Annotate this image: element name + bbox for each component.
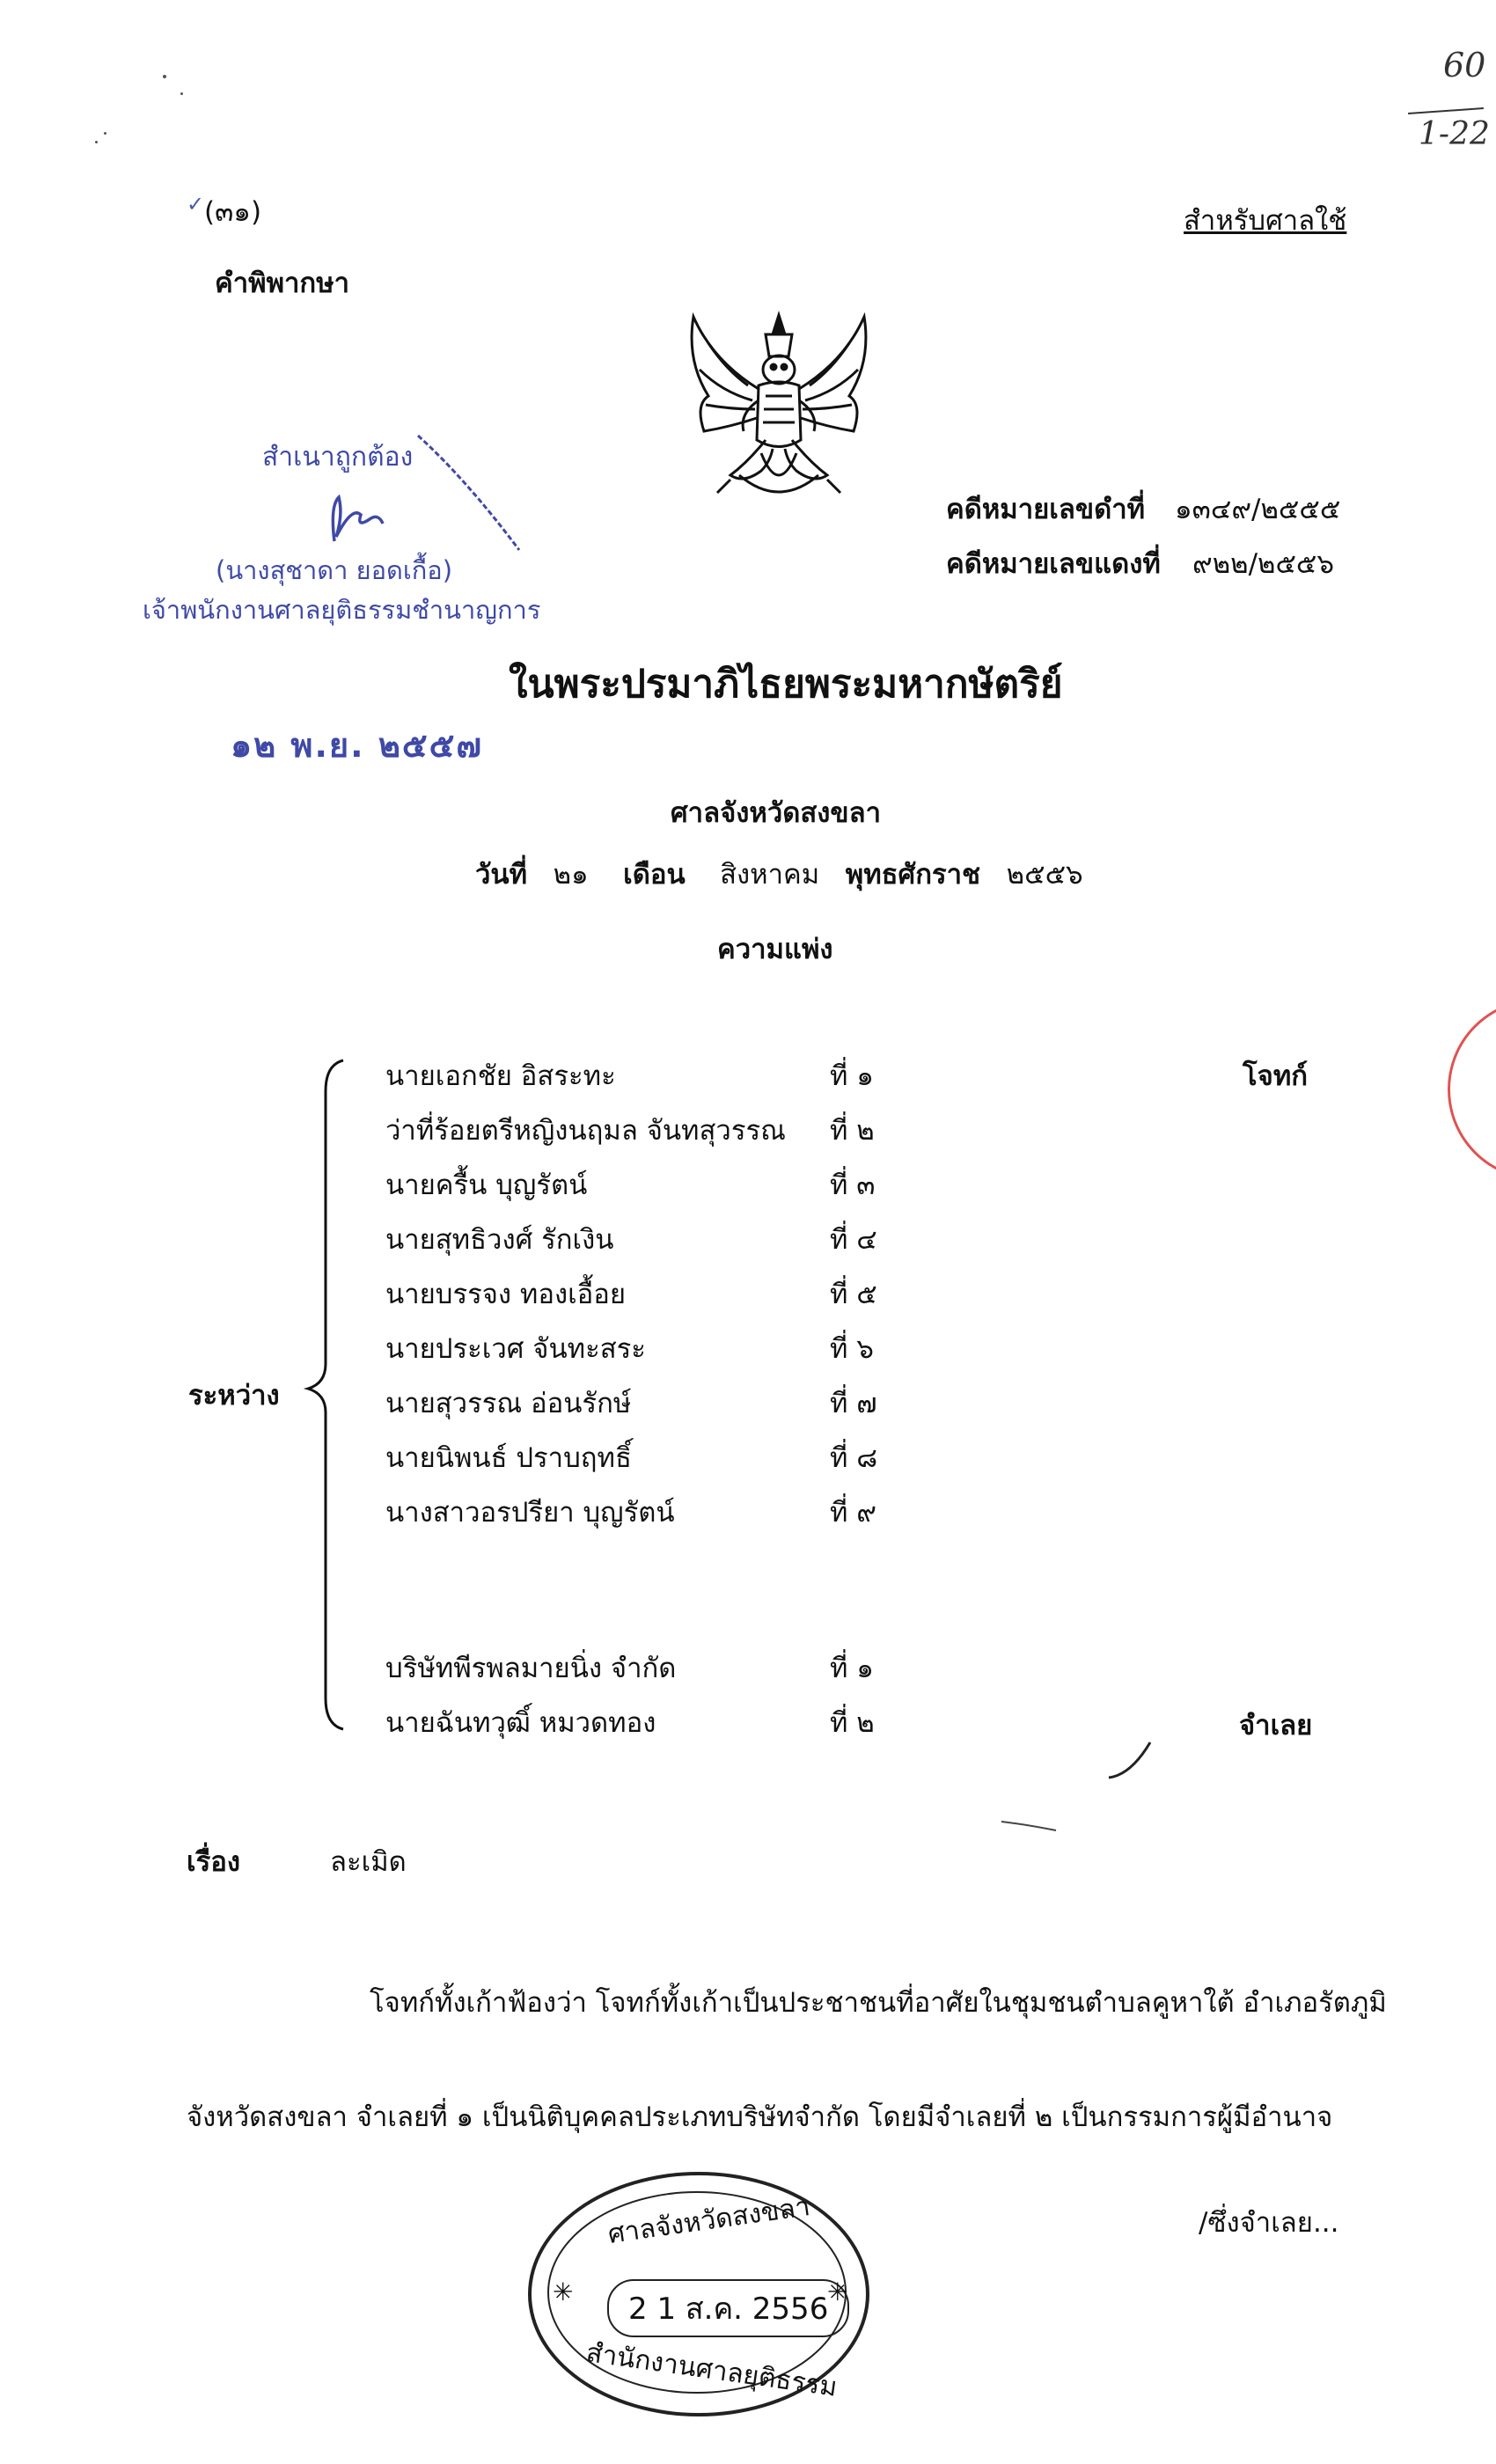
court-stamp-top-text: ศาลจังหวัดสงขลา xyxy=(605,2191,812,2250)
certified-stamp-name: (นางสุชาดา ยอดเกื้อ) xyxy=(216,555,453,585)
day-value: ๒๑ xyxy=(553,859,589,891)
form-code-mark: ✓ xyxy=(187,192,205,216)
plaintiff-name: นายบรรจง ทองเอื้อย xyxy=(385,1279,627,1310)
year-value: ๒๕๕๖ xyxy=(1006,859,1083,891)
month-label: เดือน xyxy=(623,859,686,891)
plaintiff-name: นายสุทธิวงศ์ รักเงิน xyxy=(385,1224,614,1256)
court-stamp-date: 2 1 ส.ค. 2556 xyxy=(607,2279,849,2337)
defendant-number: ที่ ๑ xyxy=(830,1653,874,1684)
red-case-label: คดีหมายเลขแดงที่ xyxy=(946,548,1161,580)
court-stamp-bottom-text: สำนักงานศาลยุติธรรม xyxy=(583,2337,840,2403)
court-stamp-star-left: ✳ xyxy=(553,2277,574,2306)
court-stamp-star-right: ✳ xyxy=(827,2277,848,2306)
certified-stamp-position: เจ้าพนักงานศาลยุติธรรมชำนาญการ xyxy=(143,595,541,625)
plaintiff-number: ที่ ๙ xyxy=(830,1497,876,1529)
party-bracket xyxy=(299,1056,352,1734)
plaintiff-number: ที่ ๑ xyxy=(830,1060,874,1092)
plaintiff-number: ที่ ๓ xyxy=(830,1170,876,1201)
black-case-label: คดีหมายเลขดำที่ xyxy=(946,494,1146,525)
plaintiff-number: ที่ ๒ xyxy=(830,1115,875,1147)
plaintiff-number: ที่ ๖ xyxy=(830,1333,874,1365)
scan-speck xyxy=(180,92,183,95)
month-value: สิงหาคม xyxy=(720,859,820,891)
certified-stamp-arrow xyxy=(414,427,528,559)
plaintiff-name: นายนิพนธ์ ปราบฤทธิ์ xyxy=(385,1442,632,1474)
body-line: จังหวัดสงขลา จำเลยที่ ๑ เป็นนิติบุคคลประเภทบริษัทจำกัด โดยมีจำเลยที่ ๒ เป็นกรรมการผู้มีอำนาจ xyxy=(187,2101,1333,2133)
defendants-label: จำเลย xyxy=(1239,1710,1313,1742)
scan-speck xyxy=(104,132,106,135)
plaintiff-name: นายเอกชัย อิสระทะ xyxy=(385,1060,616,1092)
year-label: พุทธศักราช xyxy=(845,859,981,891)
scan-speck xyxy=(95,141,98,143)
black-case-number: ๑๓๔๙/๒๕๕๕ xyxy=(1175,494,1341,525)
red-seal-fragment xyxy=(1448,999,1496,1180)
corner-note-divider xyxy=(1408,107,1484,114)
plaintiff-number: ที่ ๔ xyxy=(830,1224,877,1256)
corner-note-bottom: 1-22 xyxy=(1419,116,1490,152)
subject-value: ละเมิด xyxy=(330,1846,407,1878)
between-label: ระหว่าง xyxy=(188,1380,280,1412)
defendant-name: นายฉันทวุฒิ์ หมวดทอง xyxy=(385,1707,656,1739)
case-category: ความแพ่ง xyxy=(717,934,833,965)
plaintiff-number: ที่ ๘ xyxy=(830,1442,878,1474)
plaintiff-name: นายประเวศ จันทะสระ xyxy=(385,1333,646,1365)
plaintiff-number: ที่ ๕ xyxy=(830,1279,877,1310)
plaintiff-name: นายสุวรรณ อ่อนรักษ์ xyxy=(385,1388,632,1419)
royal-heading: ในพระปรมาภิไธยพระมหากษัตริย์ xyxy=(509,662,1063,707)
plaintiff-name: ว่าที่ร้อยตรีหญิงนฤมล จันทสุวรรณ xyxy=(385,1115,786,1147)
day-label: วันที่ xyxy=(475,859,528,891)
official-signature xyxy=(317,488,405,550)
plaintiff-number: ที่ ๗ xyxy=(830,1388,877,1419)
continuation-text: /ซึ่งจำเลย... xyxy=(1199,2207,1339,2239)
defendant-number: ที่ ๒ xyxy=(830,1707,875,1739)
court-name: ศาลจังหวัดสงขลา xyxy=(671,797,882,829)
corner-note-top: 60 xyxy=(1443,46,1486,84)
plaintiff-name: นายครื้น บุญรัตน์ xyxy=(385,1170,588,1201)
judgment-date-line xyxy=(475,852,1083,896)
plaintiffs-label: โจทก์ xyxy=(1243,1060,1309,1092)
form-code: (๓๑) xyxy=(204,196,262,228)
defendant-name: บริษัทพีรพลมายนิ่ง จำกัด xyxy=(385,1653,677,1684)
for-court-use-label: สำหรับศาลใช้ xyxy=(1184,205,1347,237)
pen-mark xyxy=(999,1817,1060,1835)
plaintiff-name: นางสาวอรปรียา บุญรัตน์ xyxy=(385,1497,675,1529)
red-case-number: ๙๒๒/๒๕๕๖ xyxy=(1192,548,1335,580)
certified-stamp-date: ๑๒ พ.ย. ๒๕๕๗ xyxy=(231,726,483,765)
subject-label: เรื่อง xyxy=(187,1846,241,1878)
body-line: โจทก์ทั้งเก้าฟ้องว่า โจทก์ทั้งเก้าเป็นประชาชนที่อาศัยในชุมชนตำบลคูหาใต้ อำเภอรัตภูมิ xyxy=(370,1987,1387,2019)
document-type: คำพิพากษา xyxy=(215,268,350,299)
scan-speck xyxy=(163,75,166,78)
pen-mark xyxy=(1104,1738,1157,1782)
certified-stamp-title: สำเนาถูกต้อง xyxy=(262,442,414,473)
garuda-emblem-icon xyxy=(678,308,880,510)
